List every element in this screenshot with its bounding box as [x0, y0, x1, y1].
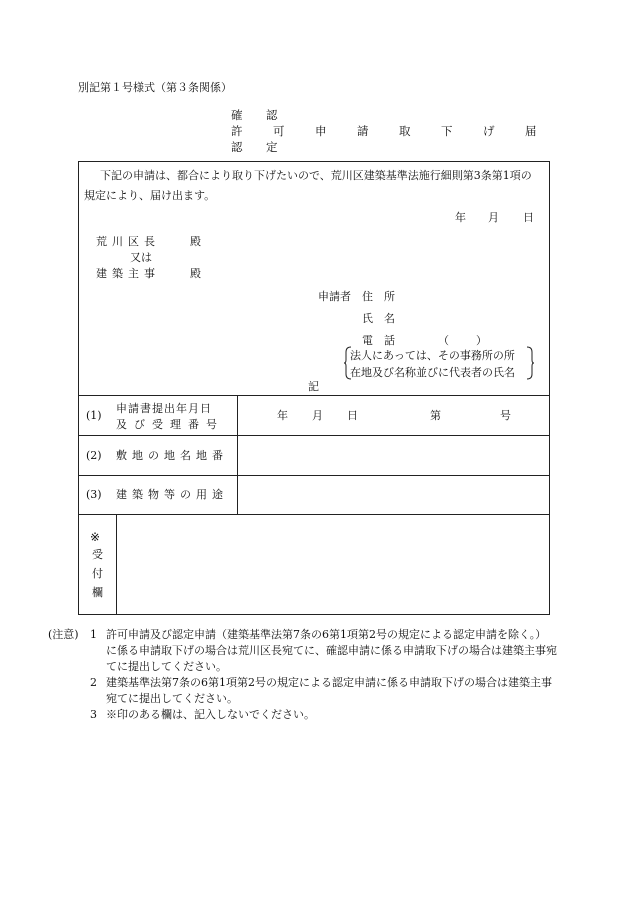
form-id: 別記第１号様式（第３条関係）: [78, 81, 232, 94]
right-bracket: [525, 346, 535, 380]
document-title: 許 可 申 請 取 下 げ 届: [231, 124, 546, 138]
divider-row3-top: [78, 475, 550, 476]
reception-char-2: 付: [92, 567, 103, 580]
note-2-number: 2: [90, 676, 97, 689]
row1-day: 日: [347, 409, 358, 422]
note-1-line1: 許可申請及び認定申請（建築基準法第7条の6第1項第2号の規定による認定申請を除く。）: [106, 628, 547, 641]
title-confirm: 確 認: [231, 108, 284, 122]
note-1-line3: てに提出してください。: [106, 660, 227, 673]
applicant-label: 申請者: [318, 290, 351, 303]
addressee-honorific-2: 殿: [190, 267, 201, 280]
row1-go: 号: [500, 409, 511, 422]
row2-number: (2): [86, 449, 102, 462]
row1-number: (1): [86, 409, 102, 422]
notes-heading: (注意): [48, 628, 79, 641]
divider-row1-top: [78, 395, 550, 396]
row1-label-line2: 及び受理番号: [116, 418, 224, 431]
row1-label-line1: 申請書提出年月日: [116, 402, 212, 415]
applicant-address-label: 住 所: [362, 290, 395, 303]
intro-line2: 規定により、届け出ます。: [84, 189, 216, 202]
applicant-name-label: 氏 名: [362, 312, 395, 325]
divider-row2-top: [78, 435, 550, 436]
date-year: 年: [455, 211, 466, 224]
title-certify: 認 定: [231, 140, 284, 154]
row1-dai: 第: [430, 409, 441, 422]
addressee-conj: 又は: [130, 251, 152, 264]
row3-label: 建築物等の用途: [116, 488, 228, 501]
note-1-line2: に係る申請取下げの場合は荒川区長宛てに、確認申請に係る申請取下げの場合は建築主事宛: [106, 644, 557, 657]
divider-reception-column: [116, 514, 117, 615]
phone-paren-open: （: [438, 334, 449, 347]
row2-label: 敷地の地名地番: [116, 449, 228, 462]
row3-number: (3): [86, 488, 102, 501]
divider-label-column: [237, 395, 238, 514]
note-1-number: 1: [90, 628, 97, 641]
ki-label: 記: [308, 380, 319, 393]
addressee-building-official: 建築主事: [96, 267, 160, 280]
addressee-honorific-1: 殿: [190, 235, 201, 248]
date-day: 日: [523, 211, 534, 224]
divider-reception-top: [78, 514, 550, 515]
applicant-phone-label: 電 話: [362, 334, 395, 347]
note-2-line1: 建築基準法第7条の6第1項第2号の規定による認定申請に係る申請取下げの場合は建築主事: [106, 676, 552, 689]
intro-line1: 下記の申請は、都合により取り下げたいので、荒川区建築基準法施行細則第3条第1項の: [100, 169, 532, 182]
reception-mark: ※: [90, 530, 101, 544]
date-month: 月: [488, 211, 499, 224]
addressee-ward-mayor: 荒川区長: [96, 235, 160, 248]
note-2-line2: 宛てに提出してください。: [106, 692, 238, 705]
corp-note-line2: 在地及び名称並びに代表者の氏名: [350, 366, 515, 379]
corp-note-line1: 法人にあっては、その事務所の所: [350, 349, 515, 362]
row1-year: 年: [277, 409, 288, 422]
reception-char-1: 受: [92, 548, 103, 561]
note-3-line1: ※印のある欄は、記入しないでください。: [106, 708, 315, 721]
phone-paren-close: ）: [476, 334, 487, 347]
row1-month: 月: [312, 409, 323, 422]
note-3-number: 3: [90, 708, 97, 721]
reception-char-3: 欄: [92, 586, 103, 599]
